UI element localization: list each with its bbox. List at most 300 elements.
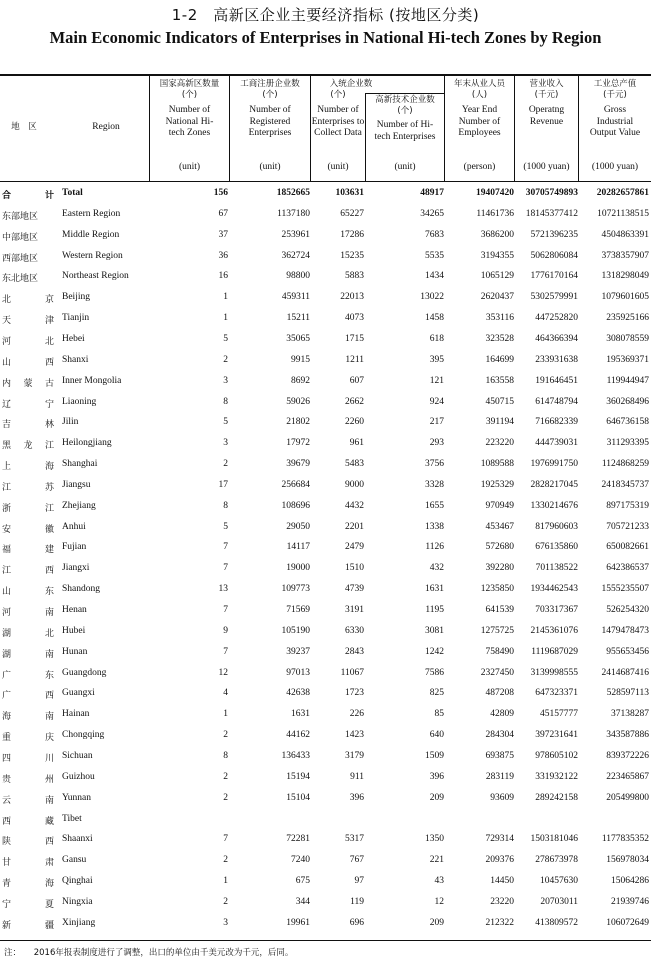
region-name-cn [2, 459, 54, 472]
region-name-cn-part: 河 [2, 608, 12, 618]
cell-zones-count: 12 [218, 667, 228, 678]
cell-industrial-output: 526254320 [606, 605, 649, 615]
region-name-cn-part: 浙 [2, 503, 12, 514]
cell-operating-revenue: 5062806084 [530, 250, 578, 261]
cell-enterprises-collect-data: 15235 [340, 250, 364, 261]
cell-enterprises-collect-data: 2260 [345, 417, 364, 428]
region-name-cn-part: 南 [44, 795, 54, 806]
region-name-cn [2, 834, 54, 847]
header-unit: (person) [463, 162, 496, 172]
table-row [0, 584, 651, 604]
cell-registered-enterprises: 42638 [286, 688, 310, 699]
cell-hitech-enterprises: 221 [429, 855, 444, 866]
region-name-cn [2, 417, 54, 430]
header-unit: (unit) [327, 162, 349, 172]
cell-registered-enterprises: 19000 [286, 563, 310, 574]
region-name-cn [2, 313, 54, 326]
region-name-cn-part: 陕 [2, 837, 12, 848]
cell-industrial-output: 839372226 [606, 750, 649, 761]
cell-registered-enterprises: 35065 [286, 333, 310, 344]
region-name-cn [2, 438, 54, 451]
region-name-en: Gansu [62, 855, 87, 866]
cell-zones-count: 7 [223, 563, 228, 574]
footnote-text: 2016年报表制度进行了调整，出口的单位由千美元改为千元，后同。 [33, 948, 294, 958]
cell-hitech-enterprises: 924 [429, 396, 444, 407]
cell-operating-revenue: 278673978 [535, 855, 578, 866]
table-title-chinese: 1-2 高新区企业主要经济指标 (按地区分类) [171, 6, 480, 24]
region-name-cn-part: 山 [2, 357, 12, 368]
cell-employees: 223220 [485, 438, 514, 449]
cell-zones-count: 2 [223, 459, 228, 470]
cell-enterprises-collect-data: 4073 [345, 313, 364, 324]
cell-registered-enterprises: 7240 [291, 855, 310, 866]
region-name-cn-part: 南 [44, 649, 54, 660]
cell-industrial-output: 3738357907 [601, 250, 649, 261]
region-name-cn-part: 建 [44, 545, 54, 556]
cell-registered-enterprises: 72281 [286, 834, 310, 845]
region-name-cn-part: 甘 [2, 858, 12, 869]
cell-zones-count: 3 [223, 917, 228, 928]
cell-industrial-output: 1177835352 [601, 834, 649, 845]
region-name-cn-part: 计 [44, 191, 54, 201]
cell-operating-revenue: 2145361076 [530, 625, 578, 636]
cell-zones-count: 8 [223, 500, 228, 511]
cell-operating-revenue: 716682339 [535, 417, 578, 428]
cell-industrial-output: 2418345737 [601, 479, 649, 490]
region-name-cn [2, 605, 54, 618]
region-name-en: Shaanxi [62, 834, 93, 845]
region-name-en: Guangxi [62, 688, 95, 699]
region-name-cn-part: 蒙 [23, 378, 33, 389]
cell-zones-count: 1 [223, 709, 228, 720]
table-row [0, 438, 651, 458]
footnote-label: 注： [4, 948, 22, 958]
region-name-cn-part: 安 [2, 524, 12, 535]
cell-operating-revenue: 614748794 [535, 396, 578, 407]
table-row [0, 834, 651, 854]
cell-zones-count: 1 [223, 292, 228, 303]
cell-industrial-output: 156978034 [606, 855, 649, 866]
cell-zones-count: 16 [218, 271, 228, 282]
cell-hitech-enterprises: 1655 [425, 500, 444, 511]
cell-registered-enterprises: 8692 [291, 375, 310, 386]
region-name-en: Shandong [62, 584, 100, 595]
cell-enterprises-collect-data: 3191 [345, 605, 364, 615]
table-row [0, 751, 651, 771]
header-region-cn: 地 区 [11, 122, 37, 132]
cell-industrial-output: 106072649 [606, 917, 649, 928]
cell-registered-enterprises: 59026 [286, 396, 310, 407]
table-row [0, 251, 651, 271]
region-name-cn-part: 夏 [44, 899, 54, 910]
cell-enterprises-collect-data: 226 [349, 709, 364, 720]
cell-enterprises-collect-data: 6330 [345, 625, 364, 636]
cell-zones-count: 3 [223, 375, 228, 386]
cell-operating-revenue: 45157777 [540, 709, 578, 720]
region-name-en: Chongqing [62, 730, 105, 741]
cell-hitech-enterprises: 1434 [425, 271, 444, 282]
region-name-cn-part: 南 [44, 608, 54, 618]
cell-employees: 209376 [485, 855, 514, 866]
region-name-cn [2, 271, 54, 284]
table-row [0, 918, 651, 938]
region-name-cn-part: 南 [44, 712, 54, 723]
table-bottom-rule [0, 940, 651, 941]
table-title-english: Main Economic Indicators of Enterprises in National Hi-tech Zones by Region [49, 28, 602, 47]
cell-enterprises-collect-data: 5317 [345, 834, 364, 845]
region-name-cn-part: 西 [44, 837, 54, 848]
header-unit: (1000 yuan) [591, 162, 639, 172]
region-name-cn [2, 751, 54, 764]
region-name-en: Eastern Region [62, 208, 121, 219]
cell-employees: 970949 [485, 500, 514, 511]
cell-hitech-enterprises: 3081 [425, 625, 444, 636]
cell-operating-revenue: 1119687029 [531, 646, 578, 657]
cell-hitech-enterprises: 1509 [425, 750, 444, 761]
cell-employees: 3194355 [480, 250, 514, 261]
region-name-cn-part: 东北地区 [2, 274, 39, 285]
cell-hitech-enterprises: 3328 [425, 479, 444, 490]
table-row [0, 647, 651, 667]
cell-enterprises-collect-data: 2479 [345, 542, 364, 553]
cell-industrial-output: 195369371 [606, 354, 649, 365]
table-row [0, 459, 651, 479]
table-row [0, 334, 651, 354]
cell-operating-revenue: 703317367 [535, 605, 578, 615]
region-name-en: Heilongjiang [62, 438, 112, 449]
cell-registered-enterprises: 1137180 [277, 208, 310, 219]
cell-industrial-output: 642386537 [606, 563, 649, 574]
cell-operating-revenue: 331932122 [535, 771, 578, 782]
table-row [0, 626, 651, 646]
header-col-revenue: 营业收入 (千元) Operatng Revenue [528, 79, 565, 127]
cell-employees: 450715 [485, 396, 514, 407]
cell-zones-count: 2 [223, 792, 228, 803]
cell-operating-revenue: 2828217045 [530, 479, 578, 490]
region-name-cn-part: 宁 [44, 399, 54, 410]
cell-enterprises-collect-data: 22013 [340, 292, 364, 303]
cell-registered-enterprises: 344 [295, 896, 310, 907]
cell-employees: 1089588 [480, 459, 514, 470]
region-name-cn [2, 647, 54, 660]
region-name-en: Shanghai [62, 459, 98, 470]
cell-hitech-enterprises: 618 [429, 333, 444, 344]
cell-enterprises-collect-data: 607 [349, 375, 364, 386]
region-name-en: Sichuan [62, 750, 93, 761]
region-name-en: Tibet [62, 813, 82, 824]
cell-employees: 641539 [485, 605, 514, 615]
table-row [0, 480, 651, 500]
cell-operating-revenue: 701138522 [535, 563, 578, 574]
cell-registered-enterprises: 105190 [281, 625, 310, 636]
region-name-cn-part: 古 [44, 378, 54, 389]
region-name-en: Jiangxi [62, 563, 90, 574]
cell-zones-count: 2 [223, 855, 228, 866]
cell-enterprises-collect-data: 1715 [345, 333, 364, 344]
cell-enterprises-collect-data: 97 [354, 876, 364, 887]
cell-employees: 212322 [485, 917, 514, 928]
cell-registered-enterprises: 108696 [281, 500, 310, 511]
region-name-cn-part: 内 [2, 378, 12, 389]
region-name-en: Liaoning [62, 396, 97, 407]
cell-industrial-output: 1555235507 [601, 584, 649, 595]
cell-hitech-enterprises: 3756 [425, 459, 444, 470]
cell-zones-count: 3 [223, 438, 228, 449]
table-row [0, 376, 651, 396]
table-row [0, 772, 651, 792]
cell-hitech-enterprises: 209 [429, 917, 444, 928]
cell-hitech-enterprises: 217 [429, 417, 444, 428]
cell-employees: 391194 [485, 417, 514, 428]
cell-enterprises-collect-data: 1510 [345, 563, 364, 574]
cell-industrial-output: 360268496 [606, 396, 649, 407]
region-name-cn [2, 876, 54, 889]
header-unit: (unit) [394, 162, 416, 172]
region-name-cn-part: 川 [44, 753, 54, 764]
cell-registered-enterprises: 15211 [286, 313, 310, 324]
region-name-en: Ningxia [62, 896, 93, 907]
region-name-cn [2, 918, 54, 931]
cell-registered-enterprises: 44162 [286, 730, 310, 741]
region-name-cn [2, 522, 54, 535]
cell-hitech-enterprises: 48917 [420, 188, 444, 198]
cell-hitech-enterprises: 7586 [425, 667, 444, 678]
table-row [0, 730, 651, 750]
region-name-cn [2, 814, 54, 827]
region-name-en: Yunnan [62, 792, 92, 803]
cell-employees: 1065129 [480, 271, 514, 282]
region-name-cn-part: 广 [2, 691, 12, 702]
region-name-cn-part: 西 [2, 816, 12, 827]
region-name-cn-part: 西部地区 [2, 253, 39, 264]
region-name-cn-part: 疆 [44, 920, 54, 931]
cell-industrial-output: 528597113 [606, 688, 649, 699]
cell-registered-enterprises: 136433 [281, 750, 310, 761]
cell-enterprises-collect-data: 4432 [345, 500, 364, 511]
region-name-en: Guizhou [62, 771, 95, 782]
region-name-cn-part: 东 [44, 587, 54, 598]
cell-registered-enterprises: 14117 [286, 542, 310, 553]
region-name-en: Northeast Region [62, 271, 129, 282]
region-name-en: Western Region [62, 250, 123, 261]
cell-enterprises-collect-data: 17286 [340, 229, 364, 240]
region-name-cn [2, 397, 54, 410]
cell-operating-revenue: 447252820 [535, 313, 578, 324]
cell-hitech-enterprises: 640 [429, 730, 444, 741]
cell-industrial-output: 21939746 [611, 896, 649, 907]
region-name-en: Fujian [62, 542, 87, 553]
region-name-cn-part: 藏 [44, 816, 54, 827]
cell-operating-revenue: 10457630 [540, 876, 578, 887]
cell-operating-revenue: 3139998555 [530, 667, 578, 678]
header-col-output: 工业总产值 (千元) Gross Industrial Output Value [589, 79, 641, 138]
cell-registered-enterprises: 1631 [291, 709, 310, 720]
region-name-cn-part: 津 [44, 316, 54, 327]
header-unit: (unit) [259, 162, 281, 172]
cell-hitech-enterprises: 825 [429, 688, 444, 699]
cell-zones-count: 5 [223, 333, 228, 344]
region-name-cn-part: 西 [44, 691, 54, 702]
cell-industrial-output: 223465867 [606, 771, 649, 782]
cell-registered-enterprises: 256684 [281, 479, 310, 490]
cell-hitech-enterprises: 395 [429, 354, 444, 365]
cell-employees: 2327450 [480, 667, 514, 678]
region-name-cn [2, 542, 54, 555]
region-name-cn [2, 563, 54, 576]
cell-registered-enterprises: 19961 [286, 917, 310, 928]
cell-hitech-enterprises: 121 [429, 375, 444, 386]
cell-industrial-output: 1479478473 [601, 625, 649, 636]
region-name-cn-part: 龙 [23, 441, 33, 452]
cell-registered-enterprises: 21802 [286, 417, 310, 428]
region-name-cn-part: 东部地区 [2, 211, 39, 222]
cell-enterprises-collect-data: 2201 [345, 521, 364, 532]
region-name-cn-part: 北 [44, 336, 54, 347]
header-col-collect-data: 入统企业数 (个) Number of Enterprises to Collect Data [311, 79, 373, 138]
cell-industrial-output: 705721233 [606, 521, 649, 532]
cell-operating-revenue: 18145377412 [525, 208, 578, 219]
cell-enterprises-collect-data: 11067 [340, 667, 364, 678]
region-name-en: Hubei [62, 625, 86, 636]
cell-employees: 2620437 [480, 292, 514, 303]
cell-hitech-enterprises: 1338 [425, 521, 444, 532]
table-row [0, 876, 651, 896]
cell-enterprises-collect-data: 103631 [335, 188, 364, 198]
cell-operating-revenue: 464366394 [535, 333, 578, 344]
table-row [0, 313, 651, 333]
cell-registered-enterprises: 39679 [286, 459, 310, 470]
cell-hitech-enterprises: 12 [434, 896, 444, 907]
region-name-en: Xinjiang [62, 917, 96, 928]
cell-operating-revenue: 5302579991 [530, 292, 578, 303]
cell-industrial-output: 20282657861 [596, 188, 649, 198]
region-name-en: Inner Mongolia [62, 375, 122, 386]
header-col-hitech: 高新技术企业数 (个) Number of Hi-tech Enterprises [374, 95, 436, 142]
region-name-cn-part: 黑 [2, 441, 12, 452]
region-name-cn [2, 355, 54, 368]
cell-operating-revenue: 1976991750 [530, 459, 578, 470]
cell-operating-revenue: 30705749893 [525, 188, 578, 198]
cell-zones-count: 7 [223, 646, 228, 657]
cell-enterprises-collect-data: 2843 [345, 646, 364, 657]
cell-industrial-output: 235925166 [606, 313, 649, 324]
cell-zones-count: 67 [218, 208, 228, 219]
cell-zones-count: 9 [223, 625, 228, 636]
cell-employees: 1925329 [480, 479, 514, 490]
cell-registered-enterprises: 98800 [286, 271, 310, 282]
cell-operating-revenue: 5721396235 [530, 229, 578, 240]
cell-employees: 42809 [490, 709, 514, 720]
cell-registered-enterprises: 109773 [281, 584, 310, 595]
cell-employees: 284304 [485, 730, 514, 741]
cell-employees: 1235850 [480, 584, 514, 595]
cell-hitech-enterprises: 85 [434, 709, 444, 720]
cell-registered-enterprises: 362724 [281, 250, 310, 261]
region-name-cn [2, 480, 54, 493]
footnote [4, 946, 303, 958]
table-row [0, 897, 651, 917]
region-name-cn [2, 793, 54, 806]
cell-zones-count: 5 [223, 521, 228, 532]
cell-hitech-enterprises: 1458 [425, 313, 444, 324]
region-name-cn-part: 江 [44, 503, 54, 514]
region-name-cn [2, 230, 54, 243]
cell-employees: 487208 [485, 688, 514, 699]
region-name-cn-part: 林 [44, 420, 54, 431]
cell-zones-count: 2 [223, 354, 228, 365]
cell-enterprises-collect-data: 5483 [345, 459, 364, 470]
cell-enterprises-collect-data: 65227 [340, 208, 364, 219]
cell-employees: 1275725 [480, 625, 514, 636]
region-name-en: Middle Region [62, 229, 120, 240]
region-name-cn [2, 209, 54, 222]
cell-operating-revenue: 289242158 [535, 792, 578, 803]
table-row [0, 501, 651, 521]
cell-zones-count: 5 [223, 417, 228, 428]
region-name-cn [2, 855, 54, 868]
cell-registered-enterprises: 9915 [291, 354, 310, 365]
cell-industrial-output: 308078559 [606, 333, 649, 344]
cell-enterprises-collect-data: 696 [349, 917, 364, 928]
region-name-cn [2, 584, 54, 597]
region-name-en: Hainan [62, 709, 90, 720]
region-name-cn-part: 江 [44, 441, 54, 452]
header-unit: (1000 yuan) [523, 162, 570, 172]
cell-employees: 3686200 [480, 229, 514, 240]
region-name-cn [2, 772, 54, 785]
region-name-en: Anhui [62, 521, 86, 532]
cell-operating-revenue: 1330214676 [530, 500, 578, 511]
cell-enterprises-collect-data: 911 [350, 771, 364, 782]
cell-operating-revenue: 1503181046 [530, 834, 578, 845]
cell-employees: 23220 [490, 896, 514, 907]
region-name-cn-part: 西 [44, 566, 54, 577]
cell-enterprises-collect-data: 119 [350, 896, 364, 907]
region-name-cn-part: 江 [2, 482, 12, 493]
cell-hitech-enterprises: 34265 [420, 208, 444, 219]
cell-employees: 283119 [485, 771, 514, 782]
cell-employees: 758490 [485, 646, 514, 657]
cell-hitech-enterprises: 13022 [420, 292, 444, 303]
cell-registered-enterprises: 1852665 [276, 188, 310, 198]
cell-registered-enterprises: 17972 [286, 438, 310, 449]
region-name-cn-part: 上 [2, 462, 12, 473]
header-region-en: Region [92, 122, 120, 132]
region-name-cn-part: 云 [2, 795, 12, 806]
cell-operating-revenue: 647323371 [535, 688, 578, 699]
region-name-cn-part: 贵 [2, 774, 12, 785]
region-name-cn [2, 292, 54, 305]
region-name-en: Guangdong [62, 667, 107, 678]
cell-enterprises-collect-data: 2662 [345, 396, 364, 407]
cell-zones-count: 2 [223, 730, 228, 741]
cell-employees: 11461736 [476, 208, 514, 219]
region-name-cn [2, 688, 54, 701]
header-subgroup-rule [365, 93, 444, 94]
cell-zones-count: 4 [223, 688, 228, 699]
cell-registered-enterprises: 253961 [281, 229, 310, 240]
cell-hitech-enterprises: 1350 [425, 834, 444, 845]
region-name-cn-part: 四 [2, 753, 12, 764]
cell-operating-revenue: 1934462543 [530, 584, 578, 595]
cell-industrial-output: 2414687416 [601, 667, 649, 678]
region-name-cn [2, 501, 54, 514]
region-name-cn-part: 州 [44, 774, 54, 785]
region-name-cn [2, 626, 54, 639]
cell-hitech-enterprises: 1631 [425, 584, 444, 595]
cell-operating-revenue: 817960603 [535, 521, 578, 532]
region-name-en: Hebei [62, 333, 85, 344]
